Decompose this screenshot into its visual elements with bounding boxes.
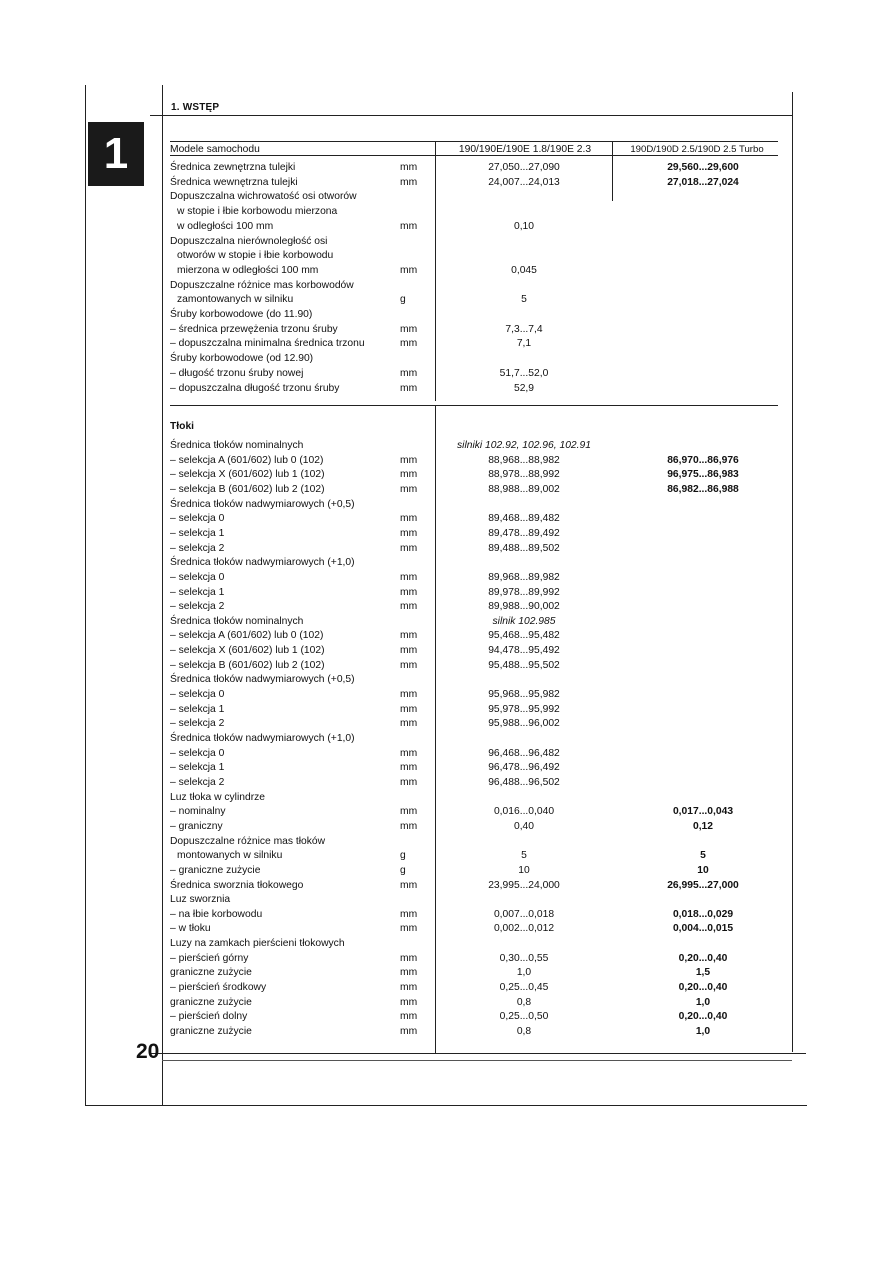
row-unit: mm [400, 176, 418, 188]
row-label: Dopuszczalne różnice mas korbowodów [170, 279, 354, 291]
row-value-diesel: 1,5 [695, 967, 711, 979]
row-label: – długość trzonu śruby nowej [170, 367, 304, 379]
row-label: – selekcja 2 [170, 601, 225, 613]
row-value-petrol: 0,8 [516, 996, 532, 1008]
row-unit: mm [400, 776, 418, 788]
row-label: – selekcja B (601/602) lub 2 (102) [170, 659, 325, 671]
row-value-diesel: 0,20...0,40 [678, 1011, 728, 1023]
row-label: – selekcja X (601/602) lub 1 (102) [170, 645, 325, 657]
header-petrol-models: 190/190E/190E 1.8/190E 2.3 [458, 144, 592, 155]
row-label: Średnica tłoków nadwymiarowych (+1,0) [170, 557, 355, 569]
row-value-petrol: 7,1 [516, 338, 532, 350]
row-unit: mm [400, 367, 418, 379]
row-label: otworów w stopie i łbie korbowodu [177, 250, 334, 262]
page-number: 20 [136, 1040, 160, 1063]
row-value-petrol: 1,0 [516, 967, 532, 979]
row-unit: mm [400, 747, 418, 759]
row-label: – selekcja 1 [170, 762, 225, 774]
row-value-petrol: silniki 102.92, 102.96, 102.91 [457, 440, 591, 451]
row-value-diesel: 86,970...86,976 [667, 454, 739, 466]
footer-rule-secondary [162, 1060, 792, 1061]
row-label: Luz sworznia [170, 894, 231, 906]
row-unit: mm [400, 1026, 418, 1037]
pistons-table-rule-top [170, 405, 778, 406]
row-label: – graniczny [170, 820, 223, 832]
row-label: – pierścień dolny [170, 1011, 248, 1023]
row-unit: mm [400, 338, 418, 350]
row-unit: mm [400, 718, 418, 730]
row-label: – selekcja X (601/602) lub 1 (102) [170, 469, 325, 481]
row-label: – graniczne zużycie [170, 864, 261, 876]
row-label: – średnica przewężenia trzonu śruby [170, 323, 338, 335]
row-label: – selekcja 1 [170, 527, 225, 539]
row-label: Średnica sworznia tłokowego [170, 879, 304, 891]
row-unit: mm [400, 967, 418, 979]
row-label: – selekcja 2 [170, 718, 225, 730]
page-border-left [85, 85, 86, 1105]
header-models: Modele samochodu [170, 144, 260, 155]
row-value-petrol: 88,988...89,002 [488, 483, 560, 495]
row-label: – na łbie korbowodu [170, 908, 263, 920]
row-unit: mm [400, 527, 418, 539]
row-label: Dopuszczalna nierównoległość osi [170, 235, 328, 247]
row-value-petrol: 95,978...95,992 [488, 703, 560, 715]
row-value-diesel: 1,0 [695, 1026, 711, 1037]
row-value-petrol: 88,968...88,982 [488, 454, 560, 466]
row-value-petrol: 95,968...95,982 [488, 689, 560, 701]
row-label: Luzy na zamkach pierścieni tłokowych [170, 938, 345, 950]
row-value-petrol: 0,40 [513, 820, 535, 832]
row-value-diesel: 0,12 [692, 820, 714, 832]
row-label: – pierścień górny [170, 952, 249, 964]
row-value-petrol: 89,978...89,992 [488, 586, 560, 598]
row-value-petrol: 7,3...7,4 [505, 323, 543, 335]
row-unit: mm [400, 703, 418, 715]
row-value-petrol: 0,25...0,50 [499, 1011, 549, 1023]
row-label: Średnica tłoków nominalnych [170, 615, 304, 627]
row-unit: mm [400, 571, 418, 583]
row-unit: mm [400, 469, 418, 481]
row-value-petrol: 96,478...96,492 [488, 762, 560, 774]
row-value-diesel: 27,018...27,024 [667, 176, 739, 188]
row-unit: mm [400, 382, 418, 394]
row-unit: mm [400, 806, 418, 818]
row-value-petrol: 0,007...0,018 [493, 908, 555, 920]
row-value-petrol: 89,478...89,492 [488, 527, 560, 539]
row-label: zamontowanych w silniku [177, 294, 294, 306]
row-label: Luz tłoka w cylindrze [170, 791, 265, 803]
row-value-diesel: 96,975...86,983 [667, 469, 739, 481]
row-label: graniczne zużycie [170, 1026, 252, 1037]
row-label: – selekcja 0 [170, 747, 225, 759]
row-value-petrol: 24,007...24,013 [488, 176, 560, 188]
row-unit: mm [400, 454, 418, 466]
row-value-petrol: 51,7...52,0 [499, 367, 549, 379]
section-title: 1. WSTĘP [171, 102, 220, 113]
row-unit: mm [400, 264, 418, 276]
row-label: w odległości 100 mm [177, 220, 274, 232]
row-label: – selekcja A (601/602) lub 0 (102) [170, 454, 324, 466]
row-value-diesel: 0,20...0,40 [678, 982, 728, 994]
row-unit: mm [400, 323, 418, 335]
row-label: Średnica tłoków nadwymiarowych (+0,5) [170, 498, 355, 510]
row-label: Śruby korbowodowe (do 11.90) [170, 309, 313, 320]
row-label: Średnica wewnętrzna tulejki [170, 176, 298, 188]
row-value-petrol: 95,988...96,002 [488, 718, 560, 730]
row-value-diesel: 0,018...0,029 [672, 908, 734, 920]
row-label: – selekcja 2 [170, 776, 225, 788]
row-value-diesel: 0,20...0,40 [678, 952, 728, 964]
row-value-petrol: 23,995...24,000 [488, 879, 560, 891]
row-value-petrol: 0,25...0,45 [499, 982, 549, 994]
row-value-petrol: 0,016...0,040 [493, 806, 555, 818]
row-value-petrol: 89,988...90,002 [488, 601, 560, 613]
row-value-petrol: 0,8 [516, 1026, 532, 1037]
row-unit: mm [400, 762, 418, 774]
row-label: w stopie i łbie korbowodu mierzona [177, 206, 338, 218]
chapter-marker: 1 [88, 122, 144, 186]
row-label: – selekcja B (601/602) lub 2 (102) [170, 483, 325, 495]
row-unit: mm [400, 542, 418, 554]
row-value-petrol: 95,468...95,482 [488, 630, 560, 642]
row-value-petrol: 52,9 [513, 382, 535, 394]
row-label: – dopuszczalna minimalna średnica trzonu [170, 338, 365, 350]
row-value-diesel: 1,0 [695, 996, 711, 1008]
row-unit: mm [400, 659, 418, 671]
top-table-rule-top [170, 141, 778, 142]
row-value-petrol: 5 [521, 294, 527, 306]
row-label: – w tłoku [170, 923, 211, 935]
row-label: Dopuszczalna wichrowatość osi otworów [170, 191, 357, 203]
row-value-diesel: 86,982...86,988 [667, 483, 739, 495]
row-label: graniczne zużycie [170, 967, 252, 979]
row-unit: g [400, 850, 406, 862]
row-unit: mm [400, 952, 418, 964]
row-value-diesel: 0,017...0,043 [672, 806, 734, 818]
row-value-petrol: 0,30...0,55 [499, 952, 549, 964]
row-value-diesel: 10 [697, 864, 709, 876]
header-rule [150, 115, 793, 116]
row-unit: mm [400, 923, 418, 935]
row-value-petrol: 10 [518, 864, 530, 876]
row-unit: g [400, 864, 406, 876]
row-unit: mm [400, 162, 418, 173]
row-value-petrol: 94,478...95,492 [488, 645, 560, 657]
row-unit: mm [400, 601, 418, 613]
row-value-petrol: 0,002...0,012 [493, 923, 555, 935]
row-label: – dopuszczalna długość trzonu śruby [170, 382, 340, 394]
row-label: – pierścień środkowy [170, 982, 267, 994]
row-label: – selekcja 0 [170, 513, 225, 525]
row-value-petrol: 27,050...27,090 [488, 162, 560, 173]
row-value-petrol: 96,488...96,502 [488, 776, 560, 788]
row-label: – selekcja 0 [170, 689, 225, 701]
row-unit: mm [400, 645, 418, 657]
row-label: – selekcja A (601/602) lub 0 (102) [170, 630, 324, 642]
footer-rule [150, 1053, 806, 1054]
row-label: Śruby korbowodowe (od 12.90) [170, 353, 314, 365]
row-unit: g [400, 294, 406, 306]
row-value-petrol: 95,488...95,502 [488, 659, 560, 671]
row-unit: mm [400, 820, 418, 832]
header-diesel-models: 190D/190D 2.5/190D 2.5 Turbo [630, 144, 764, 155]
row-value-diesel: 0,004...0,015 [672, 923, 734, 935]
row-label: Średnica zewnętrzna tulejki [170, 162, 296, 173]
row-label: – selekcja 2 [170, 542, 225, 554]
pistons-title: Tłoki [170, 421, 195, 432]
row-label: – selekcja 1 [170, 703, 225, 715]
row-value-diesel: 29,560...29,600 [667, 162, 739, 173]
row-unit: mm [400, 982, 418, 994]
row-value-petrol: 0,10 [513, 220, 535, 232]
row-unit: mm [400, 513, 418, 525]
row-value-petrol: 0,045 [511, 264, 537, 276]
row-label: – selekcja 1 [170, 586, 225, 598]
row-label: mierzona w odległości 100 mm [177, 264, 319, 276]
row-value-petrol: 89,968...89,982 [488, 571, 560, 583]
row-label: Średnica tłoków nadwymiarowych (+0,5) [170, 674, 355, 686]
page-margin-rule [162, 85, 163, 1105]
row-value-petrol: 89,488...89,502 [488, 542, 560, 554]
row-unit: mm [400, 586, 418, 598]
row-label: graniczne zużycie [170, 996, 252, 1008]
row-unit: mm [400, 483, 418, 495]
page-border-bottom [85, 1105, 807, 1106]
row-value-petrol: silnik 102.985 [492, 615, 556, 627]
row-value-petrol: 88,978...88,992 [488, 469, 560, 481]
row-value-petrol: 96,468...96,482 [488, 747, 560, 759]
row-value-petrol: 89,468...89,482 [488, 513, 560, 525]
row-unit: mm [400, 630, 418, 642]
row-label: Dopuszczalne różnice mas tłoków [170, 835, 326, 847]
row-unit: mm [400, 220, 418, 232]
row-label: Średnica tłoków nominalnych [170, 440, 304, 451]
row-value-diesel: 5 [700, 850, 706, 862]
row-unit: mm [400, 908, 418, 920]
row-label: – nominalny [170, 806, 226, 818]
row-value-diesel: 26,995...27,000 [667, 879, 739, 891]
row-unit: mm [400, 996, 418, 1008]
row-unit: mm [400, 879, 418, 891]
row-unit: mm [400, 689, 418, 701]
row-label: – selekcja 0 [170, 571, 225, 583]
row-label: montowanych w silniku [177, 850, 283, 862]
row-label: Średnica tłoków nadwymiarowych (+1,0) [170, 733, 355, 744]
row-value-petrol: 5 [521, 850, 527, 862]
row-unit: mm [400, 1011, 418, 1023]
